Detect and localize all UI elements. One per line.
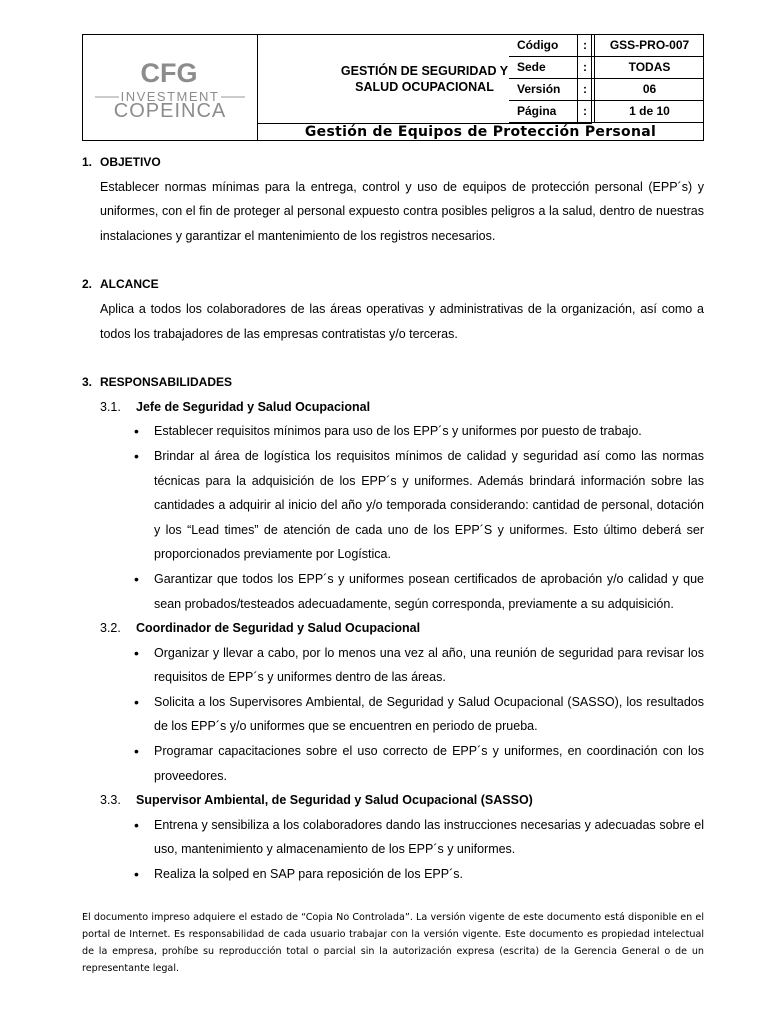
list-item: • Programar capacitaciones sobre el uso correcto de EPP´s y uniformes, en coordinación con los proveedores. xyxy=(82,739,704,788)
meta-label-version: Versión xyxy=(517,82,561,96)
meta-value-pagina: 1 de 10 xyxy=(629,104,670,118)
list-item: • Organizar y llevar a cabo, por lo menos una vez al año, una reunión de seguridad para revisar los requisitos de EPP´s y uniformes dentro de las áreas. xyxy=(82,641,704,690)
subsection-coordinador-list xyxy=(82,641,704,789)
list-item: • Garantizar que todos los EPP´s y uniformes posean certificados de aprobación y/o calidad y que sean probados/testeados adecuadamente, según corresponda, previamente a su adquisición. xyxy=(82,567,704,616)
list-item: • Realiza la solped en SAP para reposición de los EPP´s. xyxy=(82,862,704,887)
subsection-supervisor-heading xyxy=(82,788,704,813)
section-number: 1. xyxy=(82,155,93,169)
document-subtitle: Gestión de Equipos de Protección Personal xyxy=(304,124,657,140)
meta-label-sede: Sede xyxy=(517,60,546,74)
company-logo xyxy=(83,35,258,140)
header-title-line1: GESTIÓN DE SEGURIDAD Y xyxy=(340,64,509,78)
bullet-icon: • xyxy=(134,423,139,440)
section-alcance-text: Aplica a todos los colaboradores de las áreas operativas y administrativas de la organización, así como a todos los trabajadores de las empresas contratistas y/o terceras. xyxy=(100,301,704,341)
section-alcance-heading xyxy=(82,272,704,297)
bullet-icon: • xyxy=(134,816,139,833)
subsection-number: 3.3. xyxy=(100,793,121,808)
meta-sep-version: : xyxy=(583,82,587,96)
subsection-supervisor-list xyxy=(82,813,704,887)
meta-table xyxy=(509,34,704,124)
subsection-coordinador-heading xyxy=(82,616,704,641)
footer-disclaimer: El documento impreso adquiere el estado de “Copia No Controlada”. La versión vigente de este documento está disponible en el portal de Internet. Es responsabilidad de cada usuario trabajar con la versión vigente. Este documento es propiedad intelectual de la empresa, prohíbe su reproducción total o parcial sin la autorización expresa (escrita) de la Gerencia General o de un representante legal. xyxy=(82,912,704,974)
svg-text:INVESTMENT: INVESTMENT xyxy=(120,89,220,104)
subsection-number: 3.1. xyxy=(100,399,121,414)
subsection-title: Supervisor Ambiental, de Seguridad y Salud Ocupacional (SASSO) xyxy=(136,793,533,808)
list-item: • Solicita a los Supervisores Ambiental, de Seguridad y Salud Ocupacional (SASSO), los resultados de los EPP´s y/o uniformes que se encuentren en periodo de prueba. xyxy=(82,690,704,739)
meta-sep-pagina: : xyxy=(583,104,587,118)
list-item: • Entrena y sensibiliza a los colaboradores dando las instrucciones necesarias y adecuadas sobre el uso, mantenimiento y almacenamiento de los EPP´s y uniformes. xyxy=(82,813,704,862)
meta-label-codigo: Código xyxy=(517,38,559,52)
subsection-title: Coordinador de Seguridad y Salud Ocupacional xyxy=(136,621,421,636)
section-title: RESPONSABILIDADES xyxy=(100,375,233,390)
bullet-icon: • xyxy=(134,693,139,710)
section-title: OBJETIVO xyxy=(100,155,161,169)
section-objetivo-heading xyxy=(82,150,704,175)
section-responsabilidades-heading xyxy=(82,370,704,395)
section-objetivo-text: Establecer normas mínimas para la entrega, control y uso de equipos de protección personal (EPP´s) y uniformes, con el fin de proteger al personal expuesto contra posibles peligros a la salud, dentro de nuestras instalaciones y garantizar el mantenimiento de los registros necesarios. xyxy=(100,179,704,243)
subsection-jefe-list xyxy=(82,419,704,616)
svg-text:COPEINCA: COPEINCA xyxy=(113,100,227,122)
list-item: • Brindar al área de logística los requisitos mínimos de calidad y seguridad así como las normas técnicas para la adquisición de los EPP´s y uniformes. Además brindará información sobre las cantidades a adquirir al inicio del año y/o temporada considerando: cantidad de personal, dotación y los “Lead times” de atención de cada uno de los EPP´S y uniformes. Esto último deberá ser proporcionados previamente por Logística. xyxy=(82,444,704,567)
header-title-line2: SALUD OCUPACIONAL xyxy=(355,80,494,94)
meta-sep-sede: : xyxy=(583,60,587,74)
subsection-title: Jefe de Seguridad y Salud Ocupacional xyxy=(136,399,371,414)
section-title: ALCANCE xyxy=(100,277,159,292)
subsection-jefe-heading xyxy=(82,395,704,420)
meta-sep-codigo: : xyxy=(583,38,587,52)
meta-value-sede: TODAS xyxy=(628,60,671,74)
bullet-icon: • xyxy=(134,644,139,661)
meta-value-version: 06 xyxy=(642,82,657,96)
meta-value-codigo: GSS-PRO-007 xyxy=(609,38,690,52)
section-number: 2. xyxy=(82,277,93,292)
meta-label-pagina: Página xyxy=(517,104,557,118)
section-number: 3. xyxy=(82,375,93,390)
bullet-icon: • xyxy=(134,570,139,587)
bullet-icon: • xyxy=(134,743,139,760)
bullet-icon: • xyxy=(134,447,139,464)
document-body xyxy=(82,150,704,887)
list-item: • Establecer requisitos mínimos para uso de los EPP´s y uniformes por puesto de trabajo. xyxy=(82,419,704,444)
bullet-icon: • xyxy=(134,866,139,883)
subsection-number: 3.2. xyxy=(100,621,121,636)
svg-text:CFG: CFG xyxy=(140,58,198,88)
